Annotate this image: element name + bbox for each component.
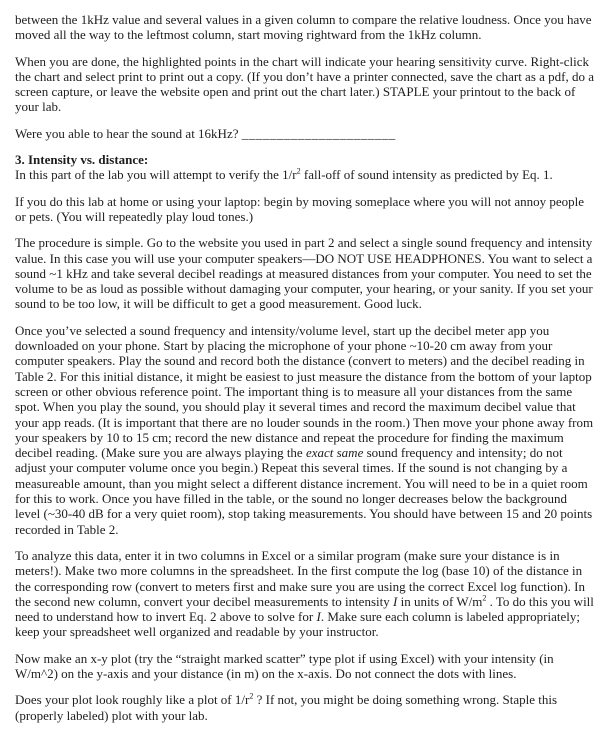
text-run: To analyze this data, enter it in two columns in Excel or a similar program (make sure your distance is in meters!). Make two more columns in the spreadsheet. In the first compute the log (base 10) of the distance in the corresponding row (convert to meters first and make sure you are using the correct Excel log function). In the second new column, convert your decibel measurements to intensity [15,547,586,609]
question-16khz [15,126,595,141]
text-run: Once you’ve selected a sound frequency and intensity/volume level, start up the decibel meter app you downloaded on your phone. Start by placing the microphone of your phone ~10-20 cm away from your computer speakers. Play the sound and record both the distance (convert to meters) and the decibel reading in Table 2. For this initial distance, it might be easiest to just measure the distance from the bottom of your laptop screen or other obvious reference point. The important thing is to measure all your distances from the same spot. When you play the sound, you should play it several times and record the maximum decibel value that your app reads. (It is important that there are no louder sounds in the room.) Then move your phone away from your speakers by 10 to 15 cm; record the new distance and repeat the procedure for finding the maximum decibel reading. (Make sure you are always playing the [15,322,594,461]
para-section-intro [15,167,595,182]
heading-text: 3. Intensity vs. distance: [15,152,149,168]
para-data-analysis [15,548,595,640]
para-measurement-steps [15,323,595,537]
italic-run: I [316,609,321,625]
superscript-2: 2 [296,167,301,177]
text-run: sound frequency and intensity; do not adjust your computer volume once you begin.) Repeat this several times. If the sound is not changing by a measureable amount, than you might select a different distance increment. You will need to be in a quiet room for this to work. Once you have filled in the table, or the sound no longer decreases below the background level (~30-40 dB for a very quiet room), stop taking measurements. You should have between 15 and 20 points recorded in Table 2. [15,445,593,537]
para-print-instructions [15,54,595,115]
text-run: If you do this lab at home or using your laptop: begin by moving someplace where you will not annoy people or pets. (You will repeatedly play loud tones.) [15,193,585,224]
superscript-2: 2 [482,593,487,603]
text-run: In this part of the lab you will attempt to verify the 1/r [15,167,297,183]
text-run: in units of W/m [397,593,483,609]
italic-run: I [392,593,398,609]
answer-blank: ______________________ [241,125,396,141]
italic-run: exact same [305,445,364,461]
text-run: Does your plot look roughly like a plot of 1/r [15,692,250,708]
section-heading-intensity-vs-distance [15,152,595,167]
superscript-2: 2 [249,691,254,701]
text-run: ? If not, you might be doing something wrong. Staple this (properly labeled) plot with your lab. [15,692,558,723]
para-procedure [15,235,595,311]
text-run: . Make sure each column is labeled appropriately; keep your spreadsheet well organized and readable by your instructor. [15,609,580,640]
para-plot-instructions [15,651,595,682]
text-run: fall-off of sound intensity as predicted by Eq. 1. [300,167,553,183]
text-run: Now make an x-y plot (try the “straight marked scatter” type plot if using Excel) with your intensity (in W/m^2) on the y-axis and your distance (in m) on the x-axis. Do not connect the dots with lines. [15,650,554,681]
text-run: . To do this you will need to understand how to invert Eq. 2 above to solve for [15,593,594,625]
question-text: Were you able to hear the sound at 16kHz? [15,125,242,141]
text-run: between the 1kHz value and several values in a given column to compare the relative loudness. Once you have moved all the way to the leftmost column, start moving rightward from the 1kHz column. [15,12,592,43]
text-run: The procedure is simple. Go to the website you used in part 2 and select a single sound frequency and intensity value. In this case you will use your computer speakers—DO NOT USE HEADPHONES. You want to select a sound ~1 kHz and take several decibel readings at measured distances from your computer. You need to set the volume to be as loud as possible without damaging your computer, your hearing, or your sanity. If you set your sound to be too low, it will be difficult to get a good measurement. Good luck. [15,235,593,312]
text-run: When you are done, the highlighted points in the chart will indicate your hearing sensitivity curve. Right-click the chart and select print to print out a copy. (If you don’t have a printer connected, save the chart as a pdf, do a screen capture, or leave the website open and print out the chart later.) STAPLE your printout to the back of your lab. [15,53,595,115]
para-column-comparison [15,12,595,43]
para-home-warning [15,194,595,225]
para-plot-check [15,692,595,723]
